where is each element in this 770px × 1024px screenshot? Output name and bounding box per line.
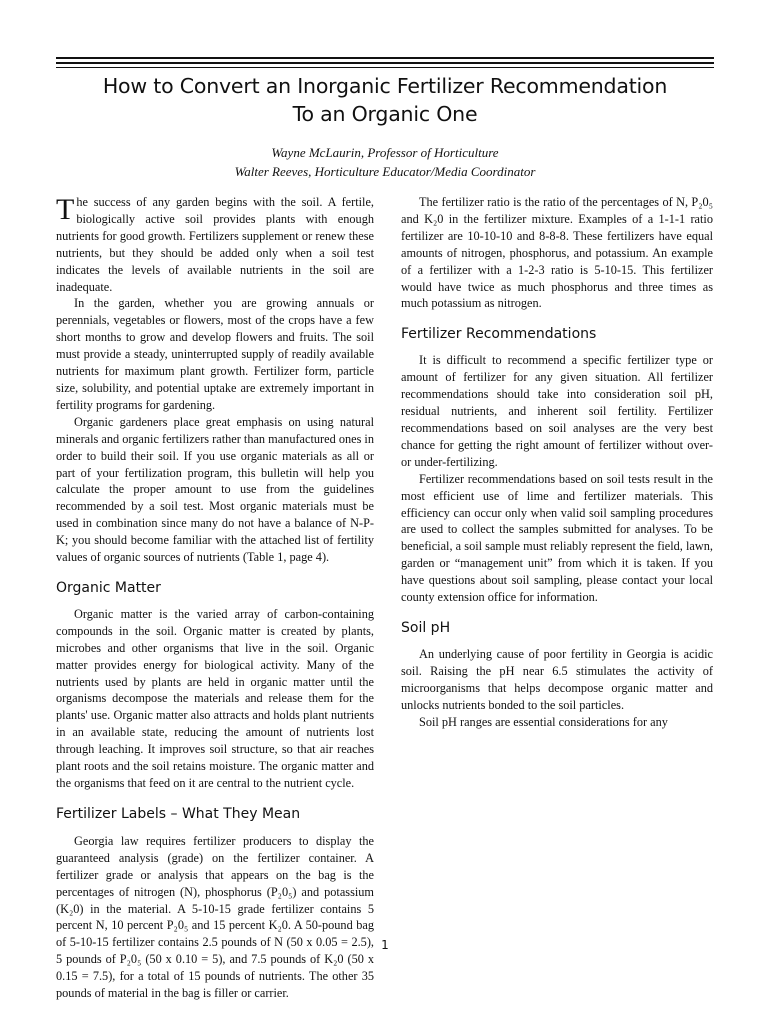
labels-paragraph-2: The fertilizer ratio is the ratio of the percentages of N, P₂0₅ and K₂0 in the fertilizer mixture. Examples of a 1-1-1 ratio fertilizer are 10-10-10 and 8-8-8. These fertilizers have equal amounts of nitrogen, phosphorus, and potassium. An example of a fertilizer with a 1-2-3 ratio is 5-10-15. This fertilizer would have twice as much phosphorus and three times as much potassium as nitrogen. (401, 195, 713, 311)
rule-top-thin (56, 67, 714, 68)
heading-fertilizer-recommendations: Fertilizer Recommendations (401, 326, 597, 343)
title-line-1: How to Convert an Inorganic Fertilizer Recommendation (102, 74, 668, 98)
heading-organic-matter: Organic Matter (56, 579, 161, 596)
soil-ph-paragraph-2: Soil pH ranges are essential considerations for any (419, 714, 668, 729)
page-number: 1 (381, 938, 389, 952)
intro-paragraph-1 (56, 194, 374, 295)
labels-paragraph-1: Georgia law requires fertilizer producers to display the guaranteed analysis (grade) on the fertilizer container. A fertilizer grade or analysis that appears on the bag is the percentages of nitrogen (N), phosphorus (P₂0₅) and potassium (K₂0) in the material. A 5-10-15 grade fertilizer contains 5 percent N, 10 percent P₂0₅ and 15 percent K₂0. A 50-pound bag of 5-10-15 fertilizer contains 2.5 pounds of N (50 x 0.05 = 2.5), 5 pounds of P₂0₅ (50 x 0.10 = 5), and 7.5 pounds of K₂0 (50 x 0.15 = 7.5), for a total of 15 pounds of nutrients. The other 35 pounds of material in the bag is filler or carrier. (56, 833, 374, 1001)
organic-matter-paragraph-1: Organic matter is the varied array of carbon-containing compounds in the soil. Organic matter is created by plants, microbes and other organisms that live in the soil. Organic matter provides energy for biological activity. Many of the nutrients used by plants are held in organic matter until the organisms decompose the materials and release them for the plants' use. Organic matter also attracts and holds plant nutrients in an available state, reducing the amount of nutrients lost through leaching. It improves soil structure, so that air reaches plant roots and the soil retains moisture. The organic matter and the organisms that feed on it are central to the nutrient cycle. (56, 606, 374, 790)
intro-paragraph-1-text: he success of any garden begins with the soil. A fertile, biologically active soil provides plants with enough nutrients for good growth. Fertilizers supplement or renew these nutrients, but they should be added only when a soil test indicates the levels of available nutrients in the soil are inadequate. (56, 195, 374, 294)
recommendations-paragraph-2: Fertilizer recommendations based on soil tests result in the most efficient use of lime and fertilizer materials. This efficiency can occur only when valid soil sampling procedures are used to collect the samples submitted for analyses. To be beneficial, a soil sample must reliably represent the field, lawn, garden or “management unit” from which it is taken. If you have questions about soil sampling, please contact your local county extension office for information. (401, 471, 713, 605)
rule-top-thick (56, 57, 714, 59)
title-line-2: To an Organic One (292, 102, 478, 126)
soil-ph-paragraph-1: An underlying cause of poor fertility in Georgia is acidic soil. Raising the pH near 6.5 stimulates the activity of microorganisms that helps decompose organic matter and unlocks nutrients bonded to the soil particles. (401, 646, 713, 712)
right-column (401, 194, 713, 730)
rule-top-middle (56, 62, 714, 64)
drop-cap: T (56, 193, 75, 226)
author-byline (56, 143, 714, 181)
heading-soil-ph: Soil pH (401, 619, 451, 636)
intro-paragraph-2: In the garden, whether you are growing annuals or perennials, vegetables or flowers, most of the crops have a few short months to grow and develop flowers and fruits. The soil must provide a steady, uninterrupted supply of readily available nutrients for maximum plant growth. Fertilizer form, particle size, solubility, and potential uptake are extremely important in fertility programs for gardening. (56, 296, 374, 412)
heading-fertilizer-labels: Fertilizer Labels – What They Mean (56, 805, 301, 822)
intro-paragraph-3: Organic gardeners place great emphasis on using natural minerals and organic fertilizers rather than manufactured ones in order to build their soil. If you use organic materials as all or part of your fertilization program, this bulletin will help you calculate the proper amount to use from the guidelines recommended by a soil test. Most organic materials must be used in combination since many do not have a balance of N-P-K; you should become familiar with the attached list of fertility values of organic sources of nutrients (Table 1, page 4). (56, 414, 374, 565)
recommendations-paragraph-1: It is difficult to recommend a specific fertilizer type or amount of fertilizer for any given situation. All fertilizer recommendations should take into consideration soil pH, residual nutrients, and inherent soil fertility. Fertilizer recommendations based on soil analyses are the very best chance for getting the right amount of fertilizer without over- or under-fertilizing. (401, 353, 713, 469)
document-title (56, 72, 714, 128)
left-column (56, 194, 374, 1002)
author-2: Walter Reeves, Horticulture Educator/Media Coordinator (234, 164, 536, 179)
author-1: Wayne McLaurin, Professor of Horticulture (271, 145, 499, 160)
